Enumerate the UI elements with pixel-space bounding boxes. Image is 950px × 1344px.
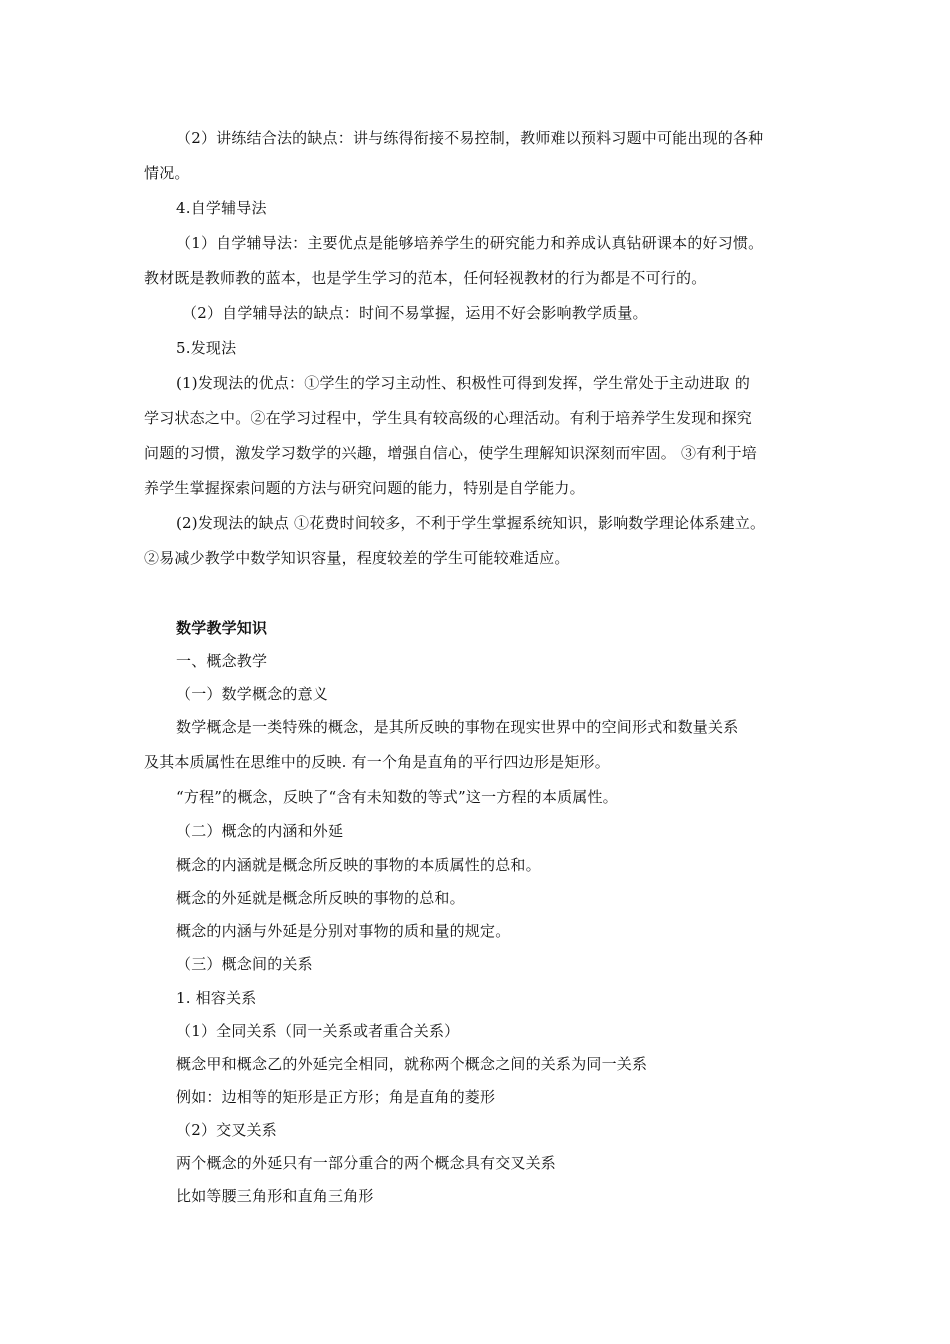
list-subheading: （2）交叉关系 bbox=[176, 1121, 277, 1139]
list-subheading: （1）全同关系（同一关系或者重合关系） bbox=[176, 1022, 460, 1040]
paragraph-line: 教材既是教师教的蓝本，也是学生学习的范本，任何轻视教材的行为都是不可行的。 bbox=[144, 269, 707, 287]
document-title: 数学教学知识 bbox=[176, 619, 268, 637]
paragraph-line: 养学生掌握探索问题的方法与研究问题的能力，特别是自学能力。 bbox=[144, 479, 585, 497]
paragraph-line: 概念的外延就是概念所反映的事物的总和。 bbox=[176, 889, 465, 907]
paragraph-line: （2）讲练结合法的缺点：讲与练得衔接不易控制，教师难以预料习题中可能出现的各种 bbox=[176, 129, 764, 147]
paragraph-line: “方程”的概念，反映了“含有未知数的等式”这一方程的本质属性。 bbox=[176, 788, 618, 806]
list-heading: 1. 相容关系 bbox=[176, 989, 257, 1007]
section-heading: 4.自学辅导法 bbox=[176, 199, 267, 217]
paragraph-line: 两个概念的外延只有一部分重合的两个概念具有交叉关系 bbox=[176, 1154, 557, 1172]
paragraph-line: 概念的内涵与外延是分别对事物的质和量的规定。 bbox=[176, 922, 511, 940]
paragraph-line: （2）自学辅导法的缺点：时间不易掌握，运用不好会影响教学质量。 bbox=[182, 304, 648, 322]
paragraph-line: 比如等腰三角形和直角三角形 bbox=[176, 1187, 374, 1205]
paragraph-line: 学习状态之中。②在学习过程中，学生具有较高级的心理活动。有利于培养学生发现和探究 bbox=[144, 409, 753, 427]
paragraph-line: 及其本质属性在思维中的反映. 有一个角是直角的平行四边形是矩形。 bbox=[144, 753, 610, 771]
section-heading: 一、概念教学 bbox=[176, 652, 268, 670]
subsection-heading: （三）概念间的关系 bbox=[176, 955, 313, 973]
paragraph-line: 概念的内涵就是概念所反映的事物的本质属性的总和。 bbox=[176, 856, 541, 874]
paragraph-line: 概念甲和概念乙的外延完全相同，就称两个概念之间的关系为同一关系 bbox=[176, 1055, 648, 1073]
paragraph-line: （1）自学辅导法：主要优点是能够培养学生的研究能力和养成认真钻研课本的好习惯。 bbox=[176, 234, 764, 252]
subsection-heading: （一）数学概念的意义 bbox=[176, 685, 329, 703]
paragraph-line: 情况。 bbox=[144, 164, 190, 182]
paragraph-line: (2)发现法的缺点 ①花费时间较多，不利于学生掌握系统知识，影响数学理论体系建立。 bbox=[176, 514, 766, 532]
section-heading: 5.发现法 bbox=[176, 339, 237, 357]
subsection-heading: （二）概念的内涵和外延 bbox=[176, 822, 344, 840]
paragraph-line: (1)发现法的优点：①学生的学习主动性、积极性可得到发挥，学生常处于主动进取 的 bbox=[176, 374, 751, 392]
paragraph-line: 数学概念是一类特殊的概念，是其所反映的事物在现实世界中的空间形式和数量关系 bbox=[176, 718, 739, 736]
paragraph-line: 问题的习惯，激发学习数学的兴趣，增强自信心，使学生理解知识深刻而牢固。 ③有利于培 bbox=[144, 444, 757, 462]
paragraph-line: ②易减少教学中数学知识容量，程度较差的学生可能较难适应。 bbox=[144, 549, 570, 567]
paragraph-line: 例如：边相等的矩形是正方形；角是直角的菱形 bbox=[176, 1088, 496, 1106]
